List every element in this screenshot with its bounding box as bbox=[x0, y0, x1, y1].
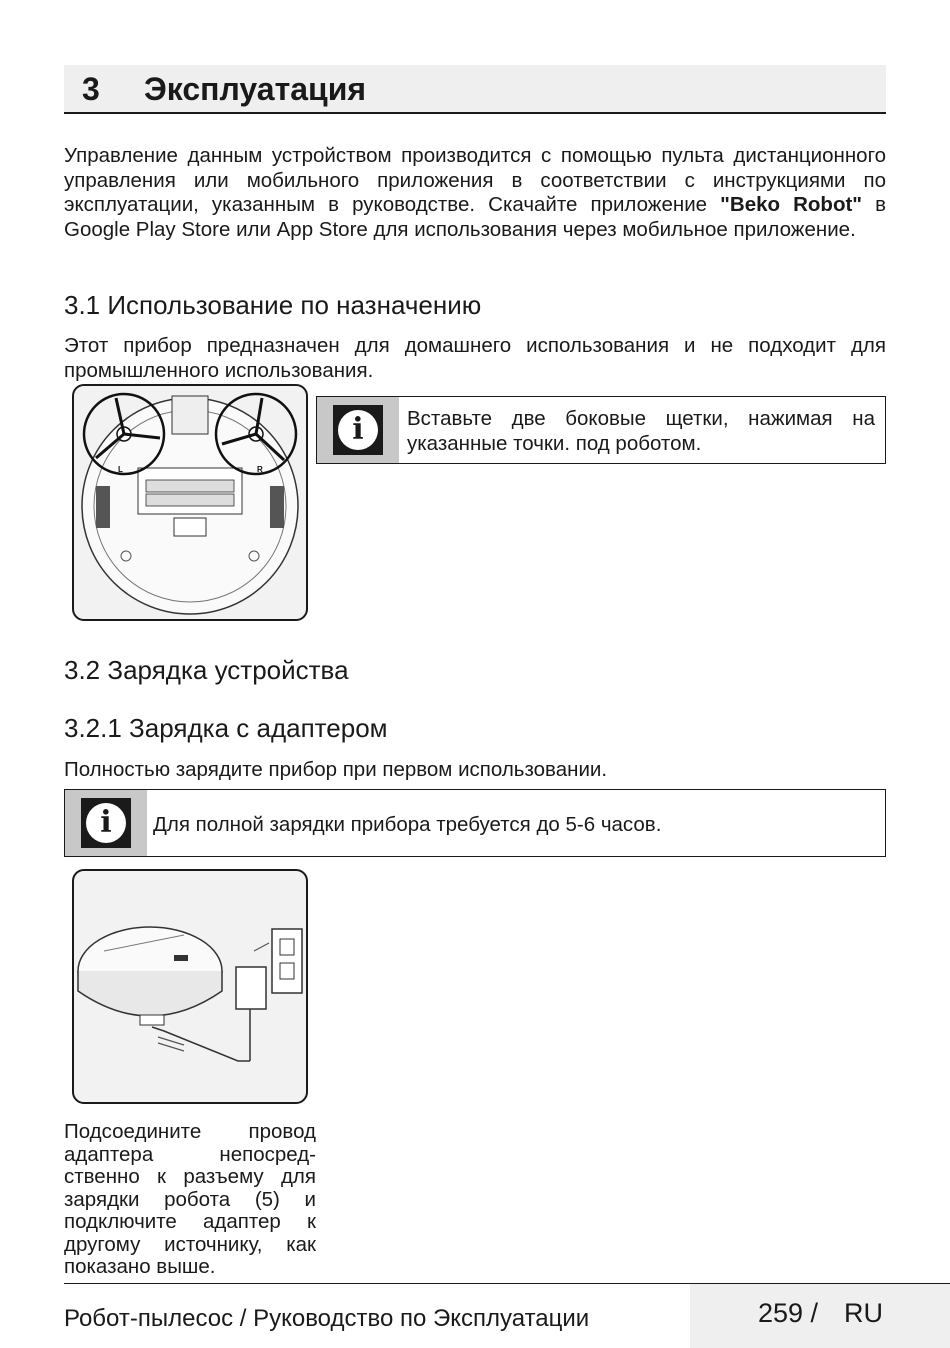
language-code: RU bbox=[844, 1298, 883, 1328]
chapter-title: Эксплуатация bbox=[144, 71, 367, 107]
section-3-1-text: Этот прибор предназначен для домашнего использования и не подходит для промышленного использования. bbox=[64, 334, 886, 382]
info-note-charging-text: Для полной зарядки прибора требуется до 5-6 часов. bbox=[153, 813, 662, 836]
chapter-header bbox=[64, 65, 886, 114]
info-note-brushes bbox=[316, 396, 886, 464]
intro-text-part2: в Google Play Store или App Store для использования через мобильное приложение. bbox=[64, 193, 886, 241]
info-icon: i bbox=[333, 405, 383, 455]
robot-underside-figure bbox=[72, 384, 308, 621]
section-heading-3-2-1: 3.2.1 Зарядка с адаптером bbox=[64, 713, 388, 743]
info-note-brushes-text: Вставьте две боковые щетки, нажимая на указанные точки. под роботом. bbox=[407, 407, 875, 455]
left-brush-label: L bbox=[118, 465, 123, 474]
info-icon: i bbox=[81, 798, 131, 848]
info-note-charging bbox=[64, 789, 886, 857]
right-brush-label: R bbox=[257, 465, 263, 474]
footer-document-title: Робот-пылесос / Руководство по Эксплуатации bbox=[64, 1305, 590, 1332]
section-heading-3-2: 3.2 Зарядка устройства bbox=[64, 655, 349, 685]
info-icon-cell bbox=[317, 397, 399, 463]
footer-page-box bbox=[690, 1284, 950, 1348]
charging-adapter-illustration bbox=[74, 871, 306, 1102]
robot-underside-illustration bbox=[74, 386, 306, 619]
section-heading-3-1: 3.1 Использование по назначению bbox=[64, 290, 482, 320]
chapter-number: 3 bbox=[82, 71, 100, 107]
app-name: "Beko Robot" bbox=[720, 193, 863, 216]
page-number: 259 / bbox=[758, 1298, 819, 1328]
info-icon-cell bbox=[65, 790, 147, 856]
charging-adapter-figure bbox=[72, 869, 308, 1104]
intro-text-part1: Управление данным устройством производится с помощью пульта дистанционного управления или мобильного приложения в соответствии с инструкциями по эксплуатации, указанным в руководстве. Скачайте приложение bbox=[64, 144, 886, 216]
section-3-2-text: Полностью зарядите прибор при первом использовании. bbox=[64, 758, 608, 781]
intro-paragraph bbox=[64, 144, 886, 242]
charging-caption: Подсоедините провод адаптера непосред-ственно к разъему для зарядки робота (5) и подключите адаптер к другому источнику, как показано выше. bbox=[64, 1120, 316, 1278]
